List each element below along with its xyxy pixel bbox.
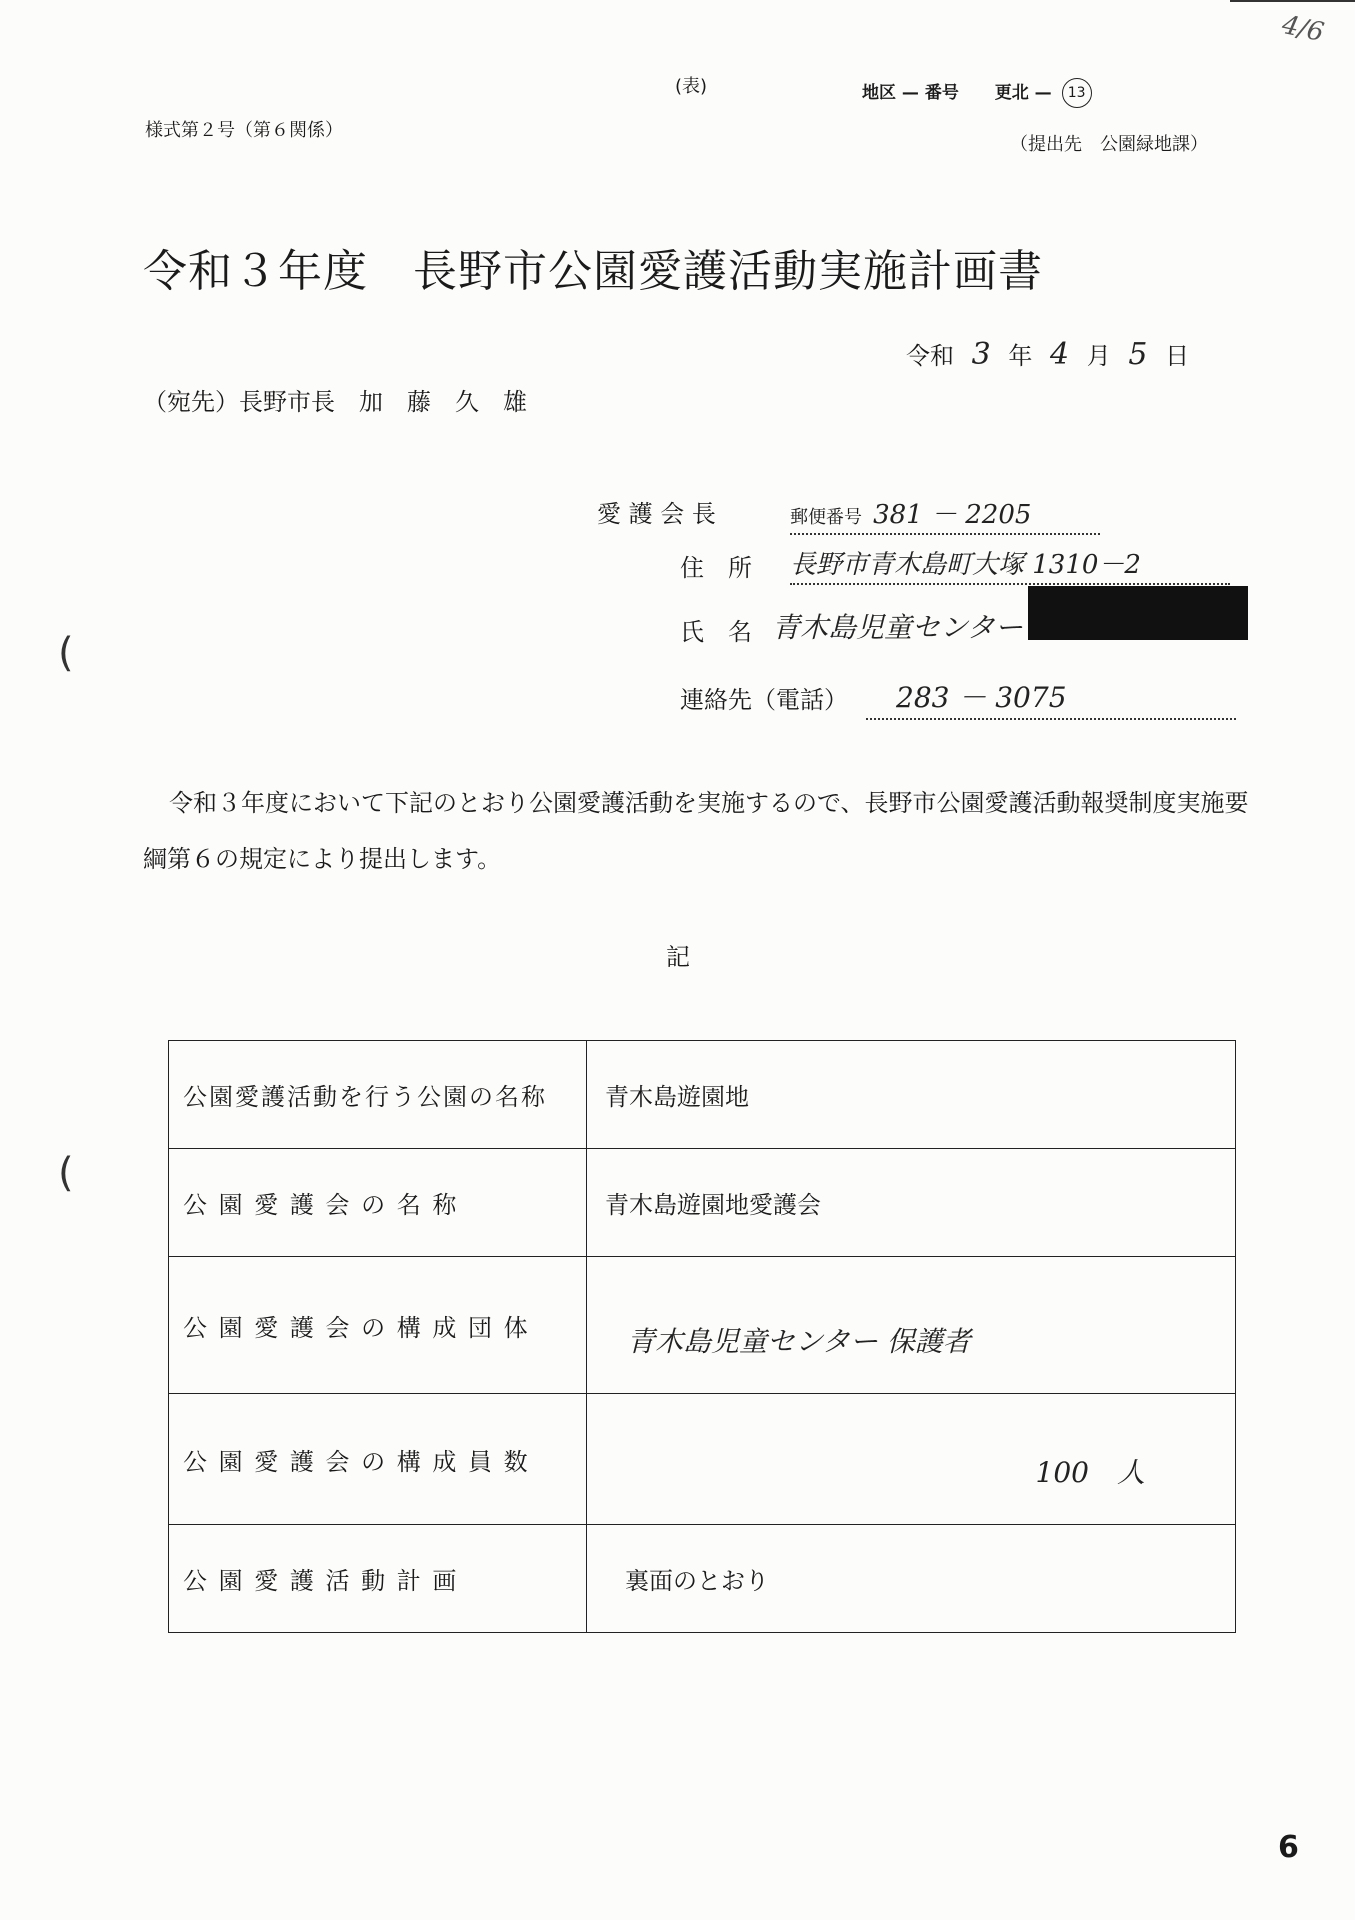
postal-code-field <box>790 494 1100 535</box>
date-year: 3 <box>971 337 991 372</box>
page-number: 6 <box>1278 1830 1299 1865</box>
district-label: 地区 — 番号 <box>862 83 959 103</box>
address-value: 長野市青木島町大塚 1310－2 <box>790 544 1230 585</box>
table-row-label: 公 園 愛 護 活 動 計 画 <box>169 1525 587 1633</box>
corner-line <box>1230 0 1355 2</box>
table-row-value: 青木島児童センター 保護者 <box>587 1257 1236 1394</box>
date-month: 4 <box>1050 337 1070 372</box>
addressee: （宛先）長野市長 加 藤 久 雄 <box>143 388 527 416</box>
contact-value: 283 － 3075 <box>866 676 1236 720</box>
redaction-block <box>1028 586 1248 640</box>
table-row-label: 公 園 愛 護 会 の 構 成 員 数 <box>169 1394 587 1525</box>
activity-table <box>168 1040 1236 1633</box>
date-day-label: 日 <box>1165 342 1190 370</box>
district-circled-number: 13 <box>1062 78 1092 108</box>
table-row <box>169 1041 1236 1149</box>
district-number <box>862 78 1092 108</box>
table-row <box>169 1394 1236 1525</box>
table-row-label: 公 園 愛 護 会 の 構 成 団 体 <box>169 1257 587 1394</box>
table-row <box>169 1257 1236 1394</box>
name-value: 青木島児童センター <box>772 611 1023 644</box>
corner-handwritten-mark: 4/6 <box>1279 9 1327 49</box>
side-indicator: (表) <box>675 76 708 97</box>
date-month-label: 月 <box>1086 342 1111 370</box>
form-number: 様式第２号（第６関係） <box>145 120 343 141</box>
table-row <box>169 1149 1236 1257</box>
date-day: 5 <box>1128 337 1148 372</box>
punch-hole-mark-bottom: ( <box>58 1150 74 1196</box>
applicant-role-label: 愛 護 会 長 <box>597 500 716 528</box>
postal-code-value: 381 － 2205 <box>873 500 1032 530</box>
table-row-value: 裏面のとおり <box>587 1525 1236 1633</box>
punch-hole-mark-top: ( <box>58 630 74 676</box>
document-date <box>906 336 1189 372</box>
submit-to: （提出先 公園緑地課） <box>1010 134 1208 155</box>
table-row-label: 公園愛護活動を行う公園の名称 <box>169 1041 587 1149</box>
date-era: 令和 <box>906 342 954 370</box>
table-row-value: 100 人 <box>587 1394 1236 1525</box>
address-label: 住 所 <box>680 554 752 582</box>
table-row <box>169 1525 1236 1633</box>
body-paragraph: 令和３年度において下記のとおり公園愛護活動を実施するので、長野市公園愛護活動報奨制度実施要綱第６の規定により提出します。 <box>143 789 1249 873</box>
name-label: 氏 名 <box>680 618 752 646</box>
postal-code-label: 郵便番号 <box>790 507 862 528</box>
table-row-label: 公 園 愛 護 会 の 名 称 <box>169 1149 587 1257</box>
ki-heading: 記 <box>666 943 690 971</box>
document-title: 令和３年度 長野市公園愛護活動実施計画書 <box>143 246 1043 297</box>
date-year-label: 年 <box>1008 342 1033 370</box>
table-row-value: 青木島遊園地 <box>587 1041 1236 1149</box>
table-row-value: 青木島遊園地愛護会 <box>587 1149 1236 1257</box>
contact-label: 連絡先（電話） <box>680 686 848 714</box>
district-value: 更北 — <box>994 83 1052 103</box>
